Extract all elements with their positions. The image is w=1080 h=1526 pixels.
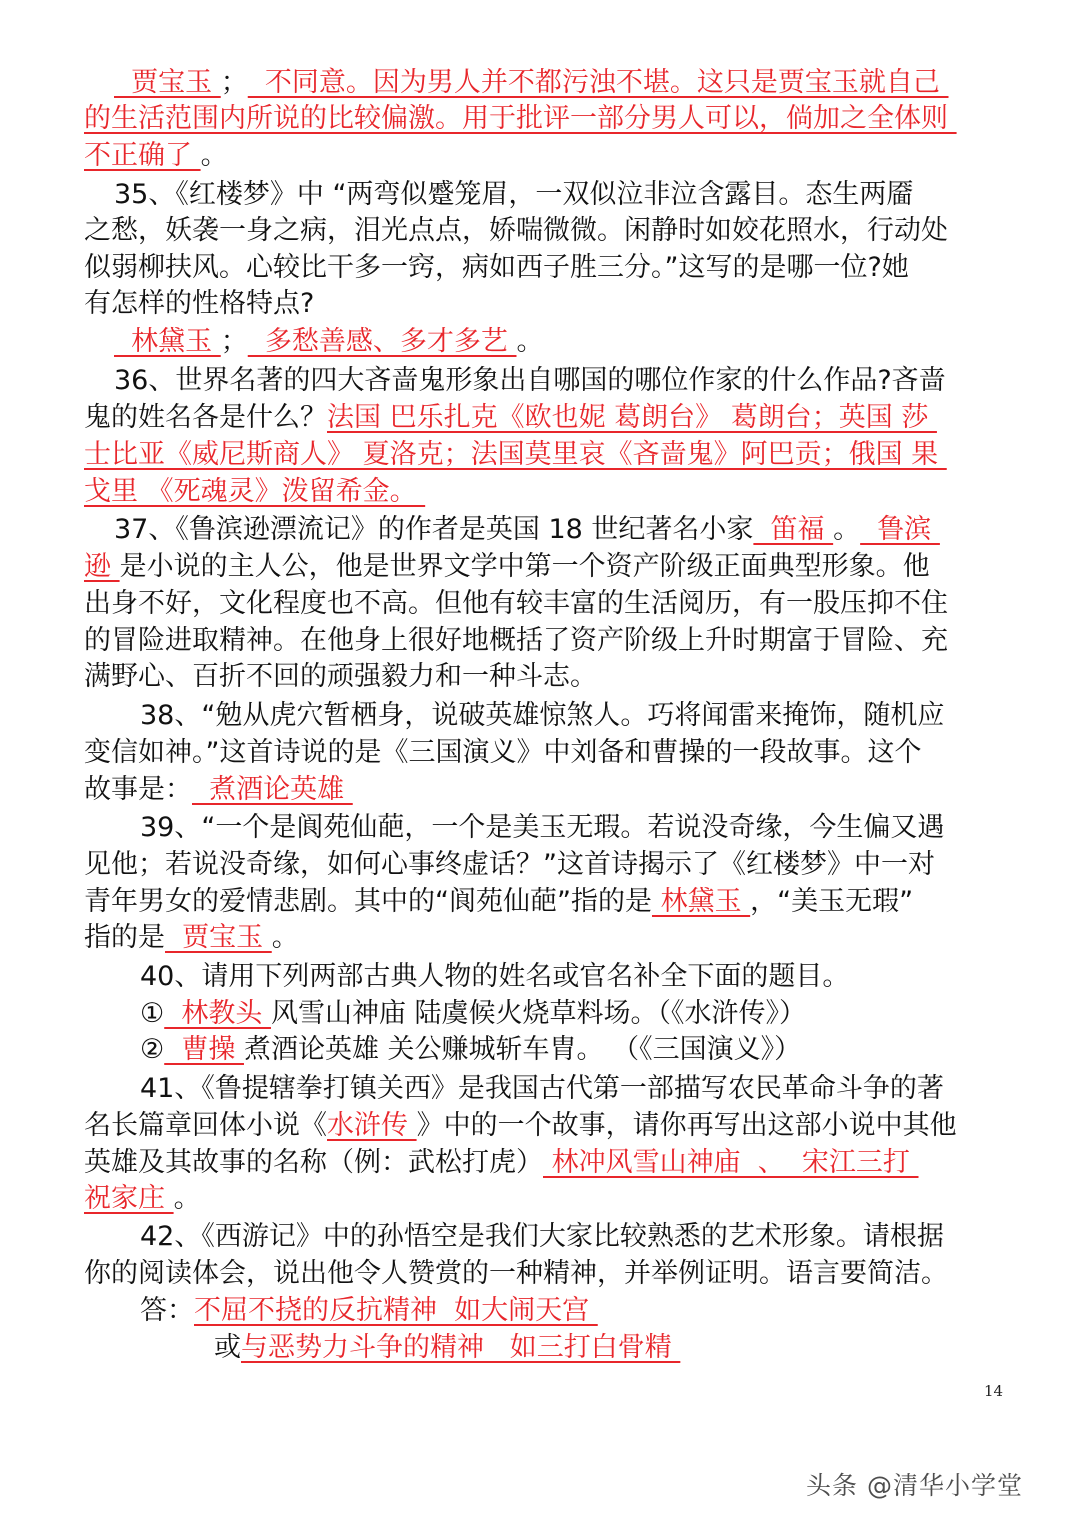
answer-text: 不屈不挠的反抗精神 如大闹天宫 — [194, 1295, 598, 1326]
text-line — [214, 1329, 1080, 1366]
question-text: 指的是 — [84, 922, 165, 953]
question-text: 41、《鲁提辖拳打镇关西》是我国古代第一部描写农民革命斗争的著 — [140, 1073, 944, 1104]
text-line — [84, 137, 1014, 174]
answer-text: 林冲风雪山神庙 、 宋江三打 — [543, 1147, 919, 1178]
answer-text: 不同意。因为男人并不都污浊不堪。这只是贾宝玉就自己 — [247, 67, 949, 98]
question-text: 36、世界名著的四大吝啬鬼形象出自哪国的哪位作家的什么作品?吝啬 — [114, 365, 946, 396]
text-line — [84, 249, 1014, 286]
text-line — [84, 548, 1014, 585]
question-text: 有怎样的性格特点? — [84, 288, 315, 319]
question-text: 似弱柳扶风。心较比干多一窍，病如西子胜三分。”这写的是哪一位?她 — [84, 252, 909, 283]
text-line — [84, 212, 1014, 249]
page-number: 14 — [984, 1382, 1004, 1400]
text-line — [84, 1255, 1014, 1292]
text-line — [84, 1144, 1014, 1181]
answer-text: 多愁善感、多才多艺 — [247, 326, 517, 357]
question-text: 风雪山神庙 陆虞候火烧草料场。（《水浒传》） — [270, 998, 807, 1029]
answer-text: 贾宝玉 — [165, 922, 272, 953]
answer-text: 法国 巴乐扎克《欧也妮 葛朗台》 葛朗台；英国 莎 — [327, 402, 937, 433]
text-line — [114, 323, 1044, 360]
question-text: ② — [140, 1034, 165, 1065]
question-text: 变信如神。”这首诗说的是《三国演义》中刘备和曹操的一段故事。这个 — [84, 737, 922, 768]
question-text: ① — [140, 998, 165, 1029]
question-text: 青年男女的爱情悲剧。其中的“阆苑仙葩”指的是 — [84, 886, 652, 917]
text-line — [84, 100, 1014, 137]
question-text: 故事是： — [84, 774, 192, 805]
text-line — [84, 622, 1014, 659]
watermark: 头条 @清华小学堂 — [806, 1471, 1023, 1500]
text-line — [84, 585, 1014, 622]
answer-text: 曹操 — [164, 1034, 244, 1065]
question-text: 英雄及其故事的名称（例：武松打虎） — [84, 1147, 543, 1178]
text-line — [114, 64, 1044, 101]
answer-text: 水浒传 — [327, 1110, 417, 1141]
answer-text: 的生活范围内所说的比较偏激。用于批评一部分男人可以，倘加之全体则 — [84, 103, 957, 134]
answer-text: 士比亚《威尼斯商人》 夏洛克；法国莫里哀《吝啬鬼》阿巴贡；俄国 果 — [84, 439, 947, 470]
text-line — [140, 995, 1070, 1032]
question-text: 》中的一个故事，请你再写出这部小说中其他 — [416, 1110, 957, 1141]
answer-text: 笛福 — [753, 514, 834, 545]
text-line — [84, 771, 1014, 808]
text-line — [84, 846, 1014, 883]
question-text: 38、“勉从虎穴暂栖身，说破英雄惊煞人。巧将闻雷来掩饰，随机应 — [140, 700, 945, 731]
text-line — [140, 1218, 1070, 1255]
text-line — [84, 285, 1014, 322]
question-text: 。 — [271, 922, 299, 953]
question-text: 名长篇章回体小说《 — [84, 1110, 327, 1141]
text-line — [84, 658, 1014, 695]
question-text: 煮酒论英雄 关公赚城斩车胄。 （《三国演义》） — [243, 1034, 802, 1065]
question-text: ； — [220, 67, 248, 98]
question-text: ； — [220, 326, 248, 357]
text-line — [84, 436, 1014, 473]
question-text: 鬼的姓名各是什么？ — [84, 402, 327, 433]
answer-text: 鲁滨 — [860, 514, 940, 545]
answer-text: 与恶势力斗争的精神 如三打白骨精 — [241, 1332, 681, 1363]
question-text: 或 — [214, 1332, 241, 1363]
text-line — [84, 1180, 1014, 1217]
question-text: ，“美玉无瑕” — [750, 886, 914, 917]
question-text: 见他；若说没奇缘，如何心事终虚话？”这首诗揭示了《红楼梦》中一对 — [84, 849, 935, 880]
question-text: 35、《红楼梦》中 “两弯似蹙笼眉，一双似泣非泣含露目。态生两靥 — [114, 179, 914, 210]
question-text: 你的阅读体会，说出他令人赞赏的一种精神，并举例证明。语言要简洁。 — [84, 1258, 948, 1289]
question-text: 39、“一个是阆苑仙葩，一个是美玉无瑕。若说没奇缘，今生偏又遇 — [140, 812, 945, 843]
question-text: 42、《西游记》中的孙悟空是我们大家比较熟悉的艺术形象。请根据 — [140, 1221, 944, 1252]
text-line — [84, 919, 1014, 956]
text-line — [140, 697, 1070, 734]
answer-text: 不正确了 — [84, 140, 201, 171]
question-text: 是小说的主人公，他是世界文学中第一个资产阶级正面典型形象。他 — [119, 551, 930, 582]
text-line — [84, 473, 1014, 510]
text-line — [114, 176, 1044, 213]
text-line — [140, 809, 1070, 846]
text-line — [140, 1292, 1070, 1329]
question-text: 满野心、百折不回的顽强毅力和一种斗志。 — [84, 661, 597, 692]
answer-text: 林教头 — [164, 998, 271, 1029]
question-text: 37、《鲁滨逊漂流记》的作者是英国 18 世纪著名小家 — [114, 514, 754, 545]
question-text: 。 — [200, 140, 228, 171]
text-line — [84, 399, 1014, 436]
text-line — [140, 958, 1070, 995]
text-line — [114, 362, 1044, 399]
question-text: 。 — [516, 326, 544, 357]
text-line — [140, 1031, 1070, 1068]
answer-text: 贾宝玉 — [114, 67, 221, 98]
text-line — [140, 1070, 1070, 1107]
answer-text: 煮酒论英雄 — [192, 774, 353, 805]
answer-text: 戈里 《死魂灵》泼留希金。 — [84, 476, 426, 507]
answer-text: 祝家庄 — [84, 1183, 174, 1214]
question-text: 。 — [173, 1183, 201, 1214]
question-text: 出身不好，文化程度也不高。但他有较丰富的生活阅历，有一股压抑不住 — [84, 588, 948, 619]
question-text: 答： — [140, 1295, 194, 1326]
text-line — [114, 511, 1044, 548]
answer-text: 林黛玉 — [114, 326, 221, 357]
text-line — [84, 883, 1014, 920]
question-text: 之愁，妖袭一身之病，泪光点点，娇喘微微。闲静时如姣花照水，行动处 — [84, 215, 948, 246]
text-line — [84, 1107, 1014, 1144]
question-text: 。 — [833, 514, 861, 545]
text-line — [84, 734, 1014, 771]
question-text: 的冒险进取精神。在他身上很好地概括了资产阶级上升时期富于冒险、充 — [84, 625, 948, 656]
question-text: 40、请用下列两部古典人物的姓名或官名补全下面的题目。 — [140, 961, 850, 992]
answer-text: 逊 — [84, 551, 120, 582]
answer-text: 林黛玉 — [651, 886, 751, 917]
